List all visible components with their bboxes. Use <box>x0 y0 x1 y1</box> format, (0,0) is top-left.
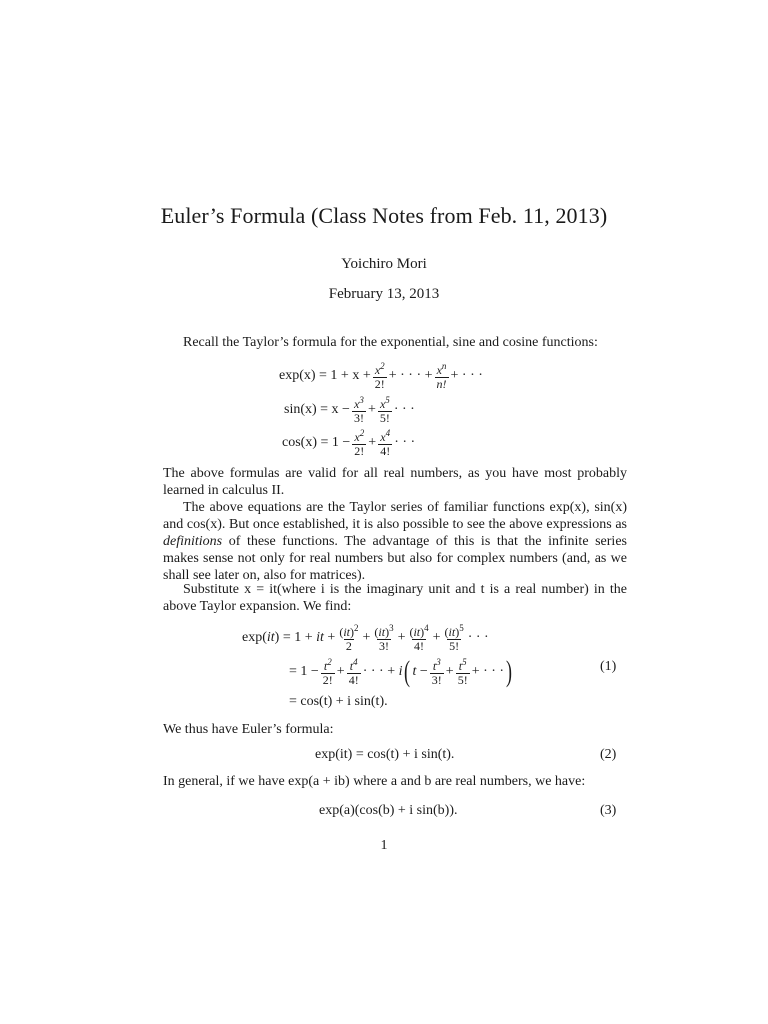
fraction-t3-over-3: $\frac{t^3}{3!}$ <box>431 657 442 687</box>
equation-sin-lhs: sin(x) = x − <box>284 401 350 417</box>
fraction-t5-over-5: $\frac{t^5}{5!}$ <box>457 657 468 687</box>
equation-exp-it-line1: exp(it) = 1 + it + $\frac{(it)^2}{2}$ + $\frac{(it)^3}{3!}$ + $\frac{(it)^4}{4!}$ + $\frac{(it)^5}{5!}$ · · · <box>242 623 489 653</box>
page-number: 1 <box>380 838 388 853</box>
paragraph-valid-real: The above formulas are valid for all real numbers, as you have most probably learned in calculus II. <box>163 466 627 498</box>
equation-number-1: (1) <box>600 659 617 674</box>
equation-exp-it-line3: = cos(t) + i sin(t). <box>289 694 388 709</box>
equation-number-2: (2) <box>600 747 617 762</box>
equation-general: exp(a)(cos(b) + i sin(b)). <box>319 803 458 818</box>
paragraph-intro: Recall the Taylor’s formula for the exponential, sine and cosine functions: <box>183 335 598 350</box>
paragraph-general: In general, if we have exp(a + ib) where a and b are real numbers, we have: <box>163 774 586 789</box>
fraction-it5-over-5: $\frac{(it)^5}{5!}$ <box>444 623 464 653</box>
paragraph-definitions-a: The above equations are the Taylor series of familiar functions exp(x), sin(x) and cos(x). But once established, it is also possible to see the above expressions as <box>163 500 627 532</box>
equation-exp-taylor: exp(x) = 1 + x + $\frac{x^2}{2!}$ + · · · + $\frac{x^n}{n!}$ + · · · <box>279 361 483 391</box>
fraction-it4-over-4: $\frac{(it)^4}{4!}$ <box>409 623 429 653</box>
paragraph-substitute: Substitute x = it(where i is the imaginary unit and t is a real number) in the above Taylor expansion. We find: <box>163 582 627 614</box>
fraction-t2-over-2: $\frac{t^2}{2!}$ <box>322 657 333 687</box>
fraction-xn-over-n: $\frac{x^n}{n!}$ <box>436 361 447 391</box>
paragraph-euler-intro: We thus have Euler’s formula: <box>163 722 334 737</box>
fraction-it3-over-3: $\frac{(it)^3}{3!}$ <box>374 623 394 653</box>
author-name: Yoichiro Mori <box>341 256 427 272</box>
equation-number-3: (3) <box>600 803 617 818</box>
paragraph-definitions-b: of these functions. The advantage of this is that the infinite series makes sense not only for real numbers but also for complex numbers (and, as we shall see later on, also for matrices). <box>163 534 627 583</box>
fraction-x2-over-2: $\frac{x^2}{2!}$ <box>374 361 385 391</box>
document-title: Euler’s Formula (Class Notes from Feb. 11, 2013) <box>160 203 608 228</box>
left-paren: ( <box>404 654 411 688</box>
document-date: February 13, 2013 <box>328 286 440 302</box>
equation-exp-it-line2: = 1 − $\frac{t^2}{2!}$ + $\frac{t^4}{4!}$ · · · + i ( t − $\frac{t^3}{3!}$ + $\frac{t^5}{5!}$ + · · · ) <box>289 654 513 688</box>
fraction-x2-over-2b: $\frac{x^2}{2!}$ <box>354 428 365 458</box>
fraction-x4-over-4: $\frac{x^4}{4!}$ <box>380 428 391 458</box>
equation-cos-taylor: cos(x) = 1 − $\frac{x^2}{2!}$ + $\frac{x^4}{4!}$ · · · <box>282 428 416 458</box>
paragraph-definitions <box>163 499 627 584</box>
fraction-t4-over-4: $\frac{t^4}{4!}$ <box>348 657 359 687</box>
fraction-x5-over-5: $\frac{x^5}{5!}$ <box>379 395 390 425</box>
equation-sin-taylor: sin(x) = x − $\frac{x^3}{3!}$ + $\frac{x^5}{5!}$ · · · <box>284 395 415 425</box>
equation-euler: exp(it) = cos(t) + i sin(t). <box>315 747 455 762</box>
equation-exp-lhs: exp(x) = 1 + x + <box>279 367 371 383</box>
fraction-it2-over-2: $\frac{(it)^2}{2}$ <box>339 623 359 653</box>
right-paren: ) <box>506 654 513 688</box>
emphasis-definitions: definitions <box>163 534 223 549</box>
fraction-x3-over-3: $\frac{x^3}{3!}$ <box>353 395 364 425</box>
equation-cos-lhs: cos(x) = 1 − <box>282 434 351 450</box>
